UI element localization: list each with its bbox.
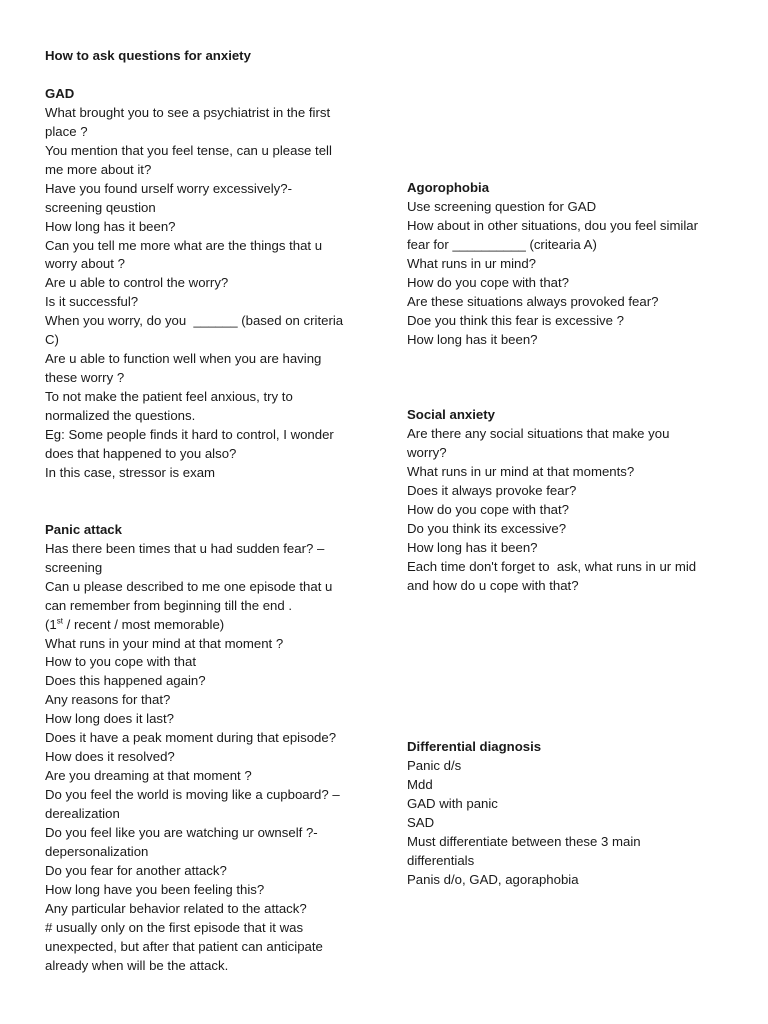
social-anxiety-line: worry?	[407, 444, 447, 460]
social-anxiety-section	[407, 406, 737, 596]
gad-line: Have you found urself worry excessively?-	[45, 180, 293, 196]
gad-line: normalized the questions.	[45, 408, 196, 424]
agoraphobia-line: fear for __________ (critearia A)	[407, 236, 597, 252]
panic-line: How long does it last?	[45, 711, 175, 727]
spacer	[45, 66, 363, 85]
panic-line: What runs in your mind at that moment ?	[45, 635, 284, 651]
gad-line: What brought you to see a psychiatrist in the first	[45, 104, 331, 120]
differential-line: Panis d/o, GAD, agoraphobia	[407, 871, 579, 887]
panic-line: How long have you been feeling this?	[45, 881, 265, 897]
gad-line: How long has it been?	[45, 218, 176, 234]
panic-line: already when will be the attack.	[45, 957, 229, 973]
social-anxiety-line: Do you think its excessive?	[407, 520, 567, 536]
panic-line: How does it resolved?	[45, 749, 175, 765]
agoraphobia-line: What runs in ur mind?	[407, 255, 536, 271]
gad-line: Eg: Some people finds it hard to control, I wonder	[45, 427, 334, 443]
gad-line: In this case, stressor is exam	[45, 464, 216, 480]
panic-line: Any reasons for that?	[45, 692, 171, 708]
gad-line: C)	[45, 332, 59, 348]
left-column	[45, 47, 363, 976]
social-anxiety-line: Each time don't forget to ask, what runs in ur mid	[407, 558, 697, 574]
panic-line: Do you feel the world is moving like a cupboard? –	[45, 787, 340, 803]
gad-line: these worry ?	[45, 370, 125, 386]
panic-line: Can u please described to me one episode that u	[45, 578, 333, 594]
social-anxiety-line: How do you cope with that?	[407, 501, 570, 517]
panic-line: # usually only on the first episode that it was	[45, 919, 304, 935]
differential-line: GAD with panic	[407, 795, 498, 811]
order-superscript: st	[56, 616, 63, 626]
gad-line: worry about ?	[45, 256, 125, 272]
panic-episode-order-line	[45, 616, 363, 635]
differential-line: Panic d/s	[407, 757, 462, 773]
gad-line: When you worry, do you ______ (based on criteria	[45, 313, 344, 329]
gad-line: place ?	[45, 123, 88, 139]
agoraphobia-heading: Agorophobia	[407, 180, 490, 195]
agoraphobia-section	[407, 179, 737, 350]
agoraphobia-line: How long has it been?	[407, 331, 538, 347]
social-anxiety-line: and how do u cope with that?	[407, 577, 579, 593]
differential-heading: Differential diagnosis	[407, 739, 542, 754]
social-anxiety-line: Does it always provoke fear?	[407, 482, 577, 498]
gad-line: does that happened to you also?	[45, 446, 237, 461]
gad-line: me more about it?	[45, 161, 152, 177]
gad-line: Are u able to function well when you are having	[45, 351, 322, 367]
social-anxiety-line: What runs in ur mind at that moments?	[407, 463, 635, 479]
order-rest: / recent / most memorable)	[62, 616, 225, 632]
panic-line: Do you fear for another attack?	[45, 862, 227, 878]
panic-line: Any particular behavior related to the attack?	[45, 900, 307, 916]
agoraphobia-line: How about in other situations, dou you feel similar	[407, 217, 699, 233]
panic-heading: Panic attack	[45, 521, 122, 537]
panic-line: derealization	[45, 806, 120, 822]
gad-line: Is it successful?	[45, 294, 139, 310]
panic-attack-section	[45, 521, 363, 976]
gad-line: You mention that you feel tense, can u please tell	[45, 142, 332, 158]
gad-line: screening qeustion	[45, 199, 156, 215]
panic-line: How to you cope with that	[45, 654, 197, 670]
agoraphobia-line: How do you cope with that?	[407, 274, 570, 290]
panic-line: can remember from beginning till the end .	[45, 597, 293, 613]
panic-line: depersonalization	[45, 844, 149, 859]
differential-line: Must differentiate between these 3 main	[407, 833, 641, 849]
order-open: (1	[45, 616, 57, 632]
agoraphobia-line: Doe you think this fear is excessive ?	[407, 312, 624, 328]
panic-line: Does it have a peak moment during that episode?	[45, 730, 337, 746]
document-title: How to ask questions for anxiety	[45, 48, 251, 63]
gad-line: Can you tell me more what are the things that u	[45, 237, 323, 253]
panic-line: Are you dreaming at that moment ?	[45, 768, 252, 784]
gad-heading: GAD	[45, 85, 75, 101]
gad-line: To not make the patient feel anxious, try to	[45, 389, 293, 405]
differential-line: SAD	[407, 814, 435, 830]
differential-line: Mdd	[407, 776, 433, 792]
social-anxiety-line: Are there any social situations that make you	[407, 425, 670, 441]
gad-section	[45, 85, 363, 483]
panic-line: Has there been times that u had sudden fear? –	[45, 540, 325, 556]
agoraphobia-line: Are these situations always provoked fear?	[407, 293, 659, 309]
agoraphobia-line: Use screening question for GAD	[407, 198, 597, 214]
gad-line: Are u able to control the worry?	[45, 275, 229, 291]
panic-line: unexpected, but after that patient can anticipate	[45, 938, 323, 954]
panic-line: Do you feel like you are watching ur ownself ?-	[45, 825, 318, 841]
panic-line: Does this happened again?	[45, 673, 206, 689]
differential-line: differentials	[407, 852, 475, 868]
differential-diagnosis-section	[407, 738, 737, 890]
social-anxiety-heading: Social anxiety	[407, 407, 495, 422]
spacer	[45, 483, 363, 521]
social-anxiety-line: How long has it been?	[407, 539, 538, 555]
panic-line: screening	[45, 559, 103, 575]
